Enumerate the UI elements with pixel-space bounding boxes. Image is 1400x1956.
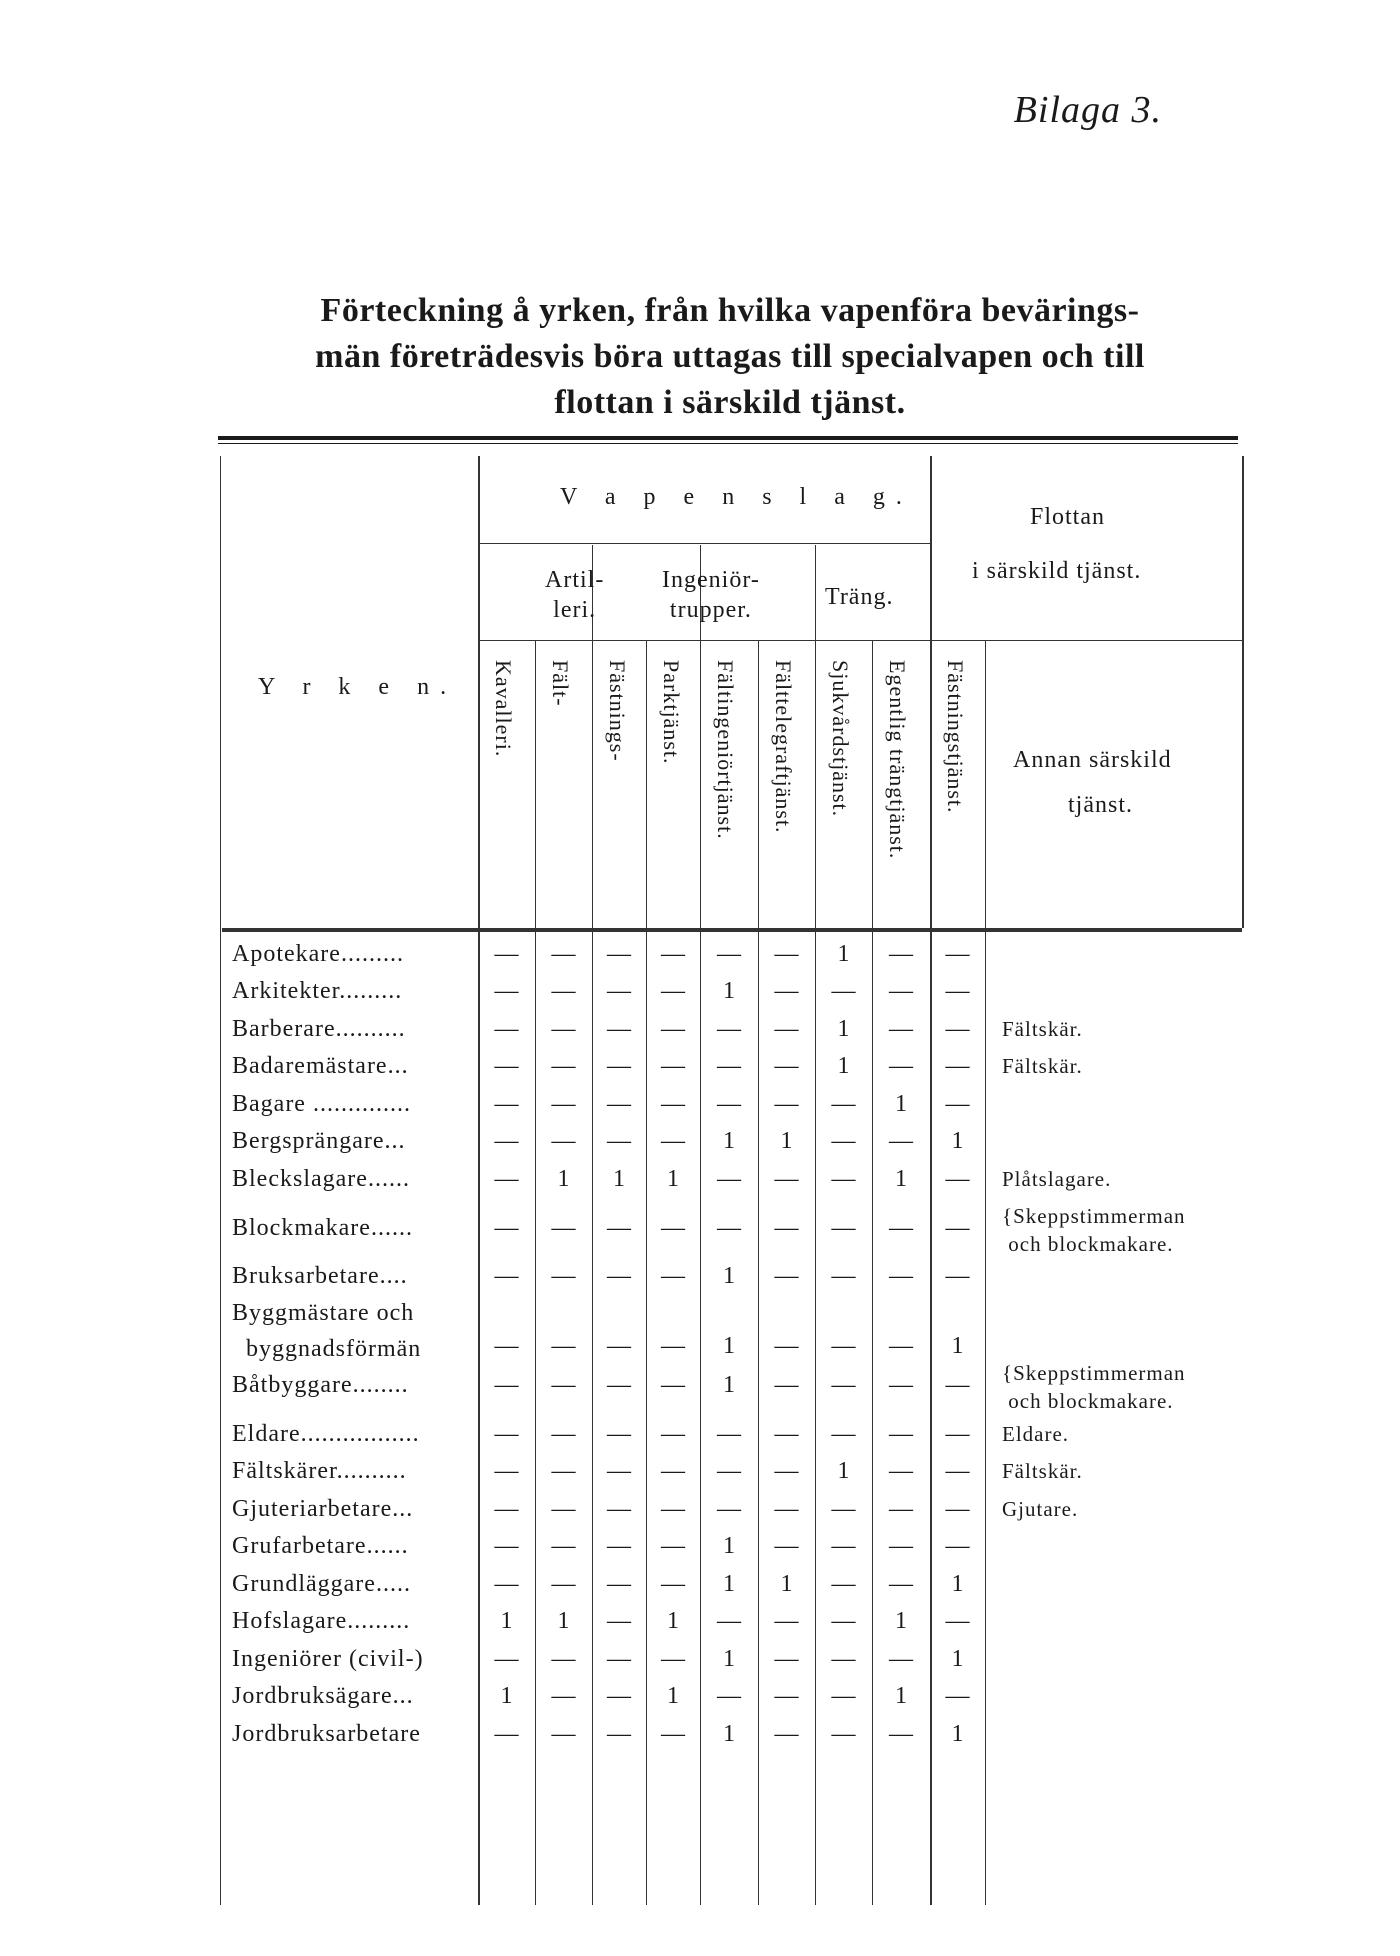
table-row-name: Blockmakare...... — [232, 1214, 413, 1241]
subheader-artilleri: Artil- leri. — [545, 567, 605, 623]
table-cell: — — [661, 1533, 685, 1560]
table-cell: — — [494, 1645, 519, 1672]
column-rule — [815, 545, 816, 640]
table-cell: 1 — [951, 1128, 964, 1155]
table-cell: — — [551, 1495, 576, 1522]
table-row-name: Båtbyggare........ — [232, 1372, 409, 1398]
table-cell: — — [551, 1053, 576, 1080]
table-cell: 1 — [780, 1128, 793, 1155]
table-cell: — — [551, 1128, 576, 1155]
table-cell: — — [494, 1458, 519, 1485]
column-rule — [1242, 456, 1244, 928]
table-cell: — — [889, 1263, 913, 1290]
table-cell: — — [889, 1645, 913, 1672]
table-cell: 1 — [723, 1645, 735, 1672]
table-cell: — — [661, 978, 685, 1005]
table-cell: — — [661, 1263, 685, 1290]
table-cell: — — [774, 1533, 799, 1560]
col-header-6: Fälttelegraftjänst. — [771, 660, 796, 834]
table-cell: — — [774, 1420, 799, 1447]
table-row-note: {Skeppstimmerman och blockmakare. — [1002, 1361, 1186, 1413]
table-row-note: Fältskär. — [1002, 1459, 1083, 1484]
table-cell: — — [717, 1683, 741, 1710]
table-cell: — — [889, 1053, 913, 1080]
table-cell: — — [607, 1015, 631, 1042]
table-cell: — — [945, 940, 970, 967]
table-cell: — — [774, 1645, 799, 1672]
table-cell: — — [551, 1720, 576, 1747]
table-cell: — — [831, 1533, 856, 1560]
table-row-note: Eldare. — [1002, 1421, 1070, 1446]
col-header-8: Egentlig trängtjänst. — [885, 660, 910, 860]
group-header-vapenslag: V a p e n s l a g. — [560, 484, 913, 510]
subheader-ingenior: Ingeniör- trupper. — [662, 567, 760, 623]
table-row-name: Grufarbetare...... — [232, 1533, 409, 1560]
table-cell: — — [889, 1128, 913, 1155]
table-cell: 1 — [895, 1683, 907, 1710]
table-cell: — — [945, 1420, 970, 1447]
table-row-note: Gjutare. — [1002, 1496, 1079, 1521]
table-cell: — — [661, 1214, 685, 1241]
table-cell: — — [717, 1458, 741, 1485]
table-cell: — — [831, 1214, 856, 1241]
table-cell: — — [889, 1333, 913, 1359]
table-cell: 1 — [723, 1720, 735, 1747]
table-cell: 1 — [667, 1683, 679, 1710]
table-cell: 1 — [723, 1128, 735, 1155]
table-cell: — — [945, 1372, 970, 1398]
table-cell: — — [717, 1015, 741, 1042]
group-header-flottan: Flottan — [1030, 504, 1106, 530]
table-cell: — — [717, 1608, 741, 1635]
table-cell: — — [831, 1263, 856, 1290]
table-cell: — — [945, 1683, 970, 1710]
table-cell: — — [889, 940, 913, 967]
table-cell: — — [831, 1645, 856, 1672]
table-row-name: Bergsprängare... — [232, 1128, 406, 1155]
column-rule — [872, 640, 873, 1905]
table-cell: — — [889, 1533, 913, 1560]
table-cell: — — [889, 1420, 913, 1447]
table-cell: — — [774, 1053, 799, 1080]
table-cell: — — [831, 1720, 856, 1747]
column-rule — [815, 640, 816, 1905]
table-cell: — — [774, 1720, 799, 1747]
table-cell: — — [551, 1533, 576, 1560]
table-cell: — — [889, 1015, 913, 1042]
table-cell: — — [607, 940, 631, 967]
table-cell: — — [607, 1570, 631, 1597]
table-cell: — — [774, 1263, 799, 1290]
table-cell: — — [889, 1720, 913, 1747]
table-row-name: Eldare................. — [232, 1420, 420, 1447]
table-cell: — — [945, 1165, 970, 1192]
col-header-9: Fästningstjänst. — [943, 660, 968, 814]
table-cell: — — [717, 1214, 741, 1241]
table-cell: — — [889, 1495, 913, 1522]
table-cell: — — [551, 1458, 576, 1485]
table-cell: 1 — [723, 1372, 735, 1398]
table-cell: — — [945, 1015, 970, 1042]
table-cell: — — [494, 1128, 519, 1155]
table-cell: — — [774, 1372, 799, 1398]
table-cell: — — [494, 940, 519, 967]
table-cell: 1 — [723, 1570, 735, 1597]
table-cell: — — [607, 1533, 631, 1560]
table-cell: 1 — [557, 1608, 570, 1635]
subheader-trang: Träng. — [825, 584, 894, 610]
table-cell: 1 — [837, 1053, 850, 1080]
table-cell: — — [607, 978, 631, 1005]
table-row-note: {Skeppstimmerman och blockmakare. — [1002, 1203, 1186, 1256]
table-row-name: Bruksarbetare.... — [232, 1263, 408, 1290]
table-cell: — — [551, 1372, 576, 1398]
table-cell: 1 — [723, 978, 735, 1005]
table-row-name: Arkitekter......... — [232, 978, 403, 1005]
table-cell: — — [831, 1420, 856, 1447]
document-title — [205, 288, 1255, 426]
table-cell: — — [494, 1053, 519, 1080]
table-cell: — — [551, 1645, 576, 1672]
table-cell: — — [945, 1608, 970, 1635]
table-cell: — — [831, 1683, 856, 1710]
table-cell: 1 — [500, 1683, 513, 1710]
column-rule — [646, 640, 647, 1905]
table-cell: — — [945, 1263, 970, 1290]
table-cell: — — [494, 1333, 519, 1359]
table-cell: — — [661, 1495, 685, 1522]
col-header-5: Fältingeniörtjänst. — [713, 660, 738, 840]
table-row-name: Grundläggare..... — [232, 1570, 411, 1597]
table-cell: 1 — [895, 1608, 907, 1635]
title-line-3: flottan i särskild tjänst. — [554, 384, 906, 421]
table-row-name: Jordbruksägare... — [232, 1683, 414, 1710]
table-cell: — — [717, 1495, 741, 1522]
top-rule-thin — [218, 443, 1238, 444]
table-cell: — — [661, 1458, 685, 1485]
table-cell: — — [494, 1015, 519, 1042]
table-cell: — — [607, 1263, 631, 1290]
table-cell: — — [494, 1214, 519, 1241]
table-cell: — — [661, 1015, 685, 1042]
table-row-note: Plåtslagare. — [1002, 1166, 1112, 1191]
table-cell: — — [551, 1683, 576, 1710]
table-cell: — — [494, 1263, 519, 1290]
table-cell: — — [774, 1495, 799, 1522]
col-header-4: Parktjänst. — [659, 660, 684, 765]
table-cell: — — [774, 1090, 799, 1117]
table-cell: — — [494, 1090, 519, 1117]
table-cell: — — [945, 1458, 970, 1485]
table-cell: 1 — [500, 1608, 513, 1635]
table-cell: — — [889, 1458, 913, 1485]
table-cell: 1 — [723, 1533, 735, 1560]
column-rule — [220, 456, 221, 1905]
table-cell: — — [889, 1214, 913, 1241]
table-row-name: Badaremästare... — [232, 1053, 409, 1080]
table-cell: 1 — [723, 1263, 735, 1290]
table-cell: — — [661, 1570, 685, 1597]
table-row-name: Barberare.......... — [232, 1015, 406, 1042]
table-cell: — — [774, 1458, 799, 1485]
table-cell: — — [607, 1420, 631, 1447]
table-cell: — — [831, 1372, 856, 1398]
table-cell: — — [551, 1570, 576, 1597]
col-header-2: Fält- — [548, 660, 573, 707]
table-cell: — — [831, 1570, 856, 1597]
table-cell: — — [774, 1214, 799, 1241]
column-rule — [700, 640, 701, 1905]
column-rule — [592, 640, 593, 1905]
table-cell: — — [945, 1053, 970, 1080]
table-cell: 1 — [667, 1608, 679, 1635]
table-cell: — — [494, 1533, 519, 1560]
table-cell: — — [661, 1090, 685, 1117]
table-row-name: Bleckslagare...... — [232, 1165, 410, 1192]
table-row-name: Ingeniörer (civil-) — [232, 1645, 424, 1672]
column-rule — [985, 640, 986, 1905]
table-cell: — — [831, 1128, 856, 1155]
table-cell: — — [494, 1720, 519, 1747]
table-cell: — — [774, 978, 799, 1005]
table-cell: — — [551, 940, 576, 967]
table-cell: — — [945, 1214, 970, 1241]
col-header-1: Kavalleri. — [491, 660, 516, 758]
table-cell: — — [945, 1533, 970, 1560]
table-cell: — — [551, 1333, 576, 1359]
table-row-name: Bagare .............. — [232, 1090, 411, 1117]
table-cell: — — [889, 978, 913, 1005]
table-cell: — — [889, 1372, 913, 1398]
table-cell: — — [494, 1420, 519, 1447]
table-cell: 1 — [613, 1165, 625, 1192]
title-line-1: Förteckning å yrken, från hvilka vapenföra bevärings- — [320, 292, 1140, 329]
table-cell: — — [774, 1015, 799, 1042]
table-cell: — — [494, 1495, 519, 1522]
table-row-name: Fältskärer.......... — [232, 1458, 407, 1485]
table-cell: — — [661, 1333, 685, 1359]
table-cell: — — [551, 1420, 576, 1447]
header-bottom-rule — [222, 928, 1242, 932]
column-rule — [758, 640, 759, 1905]
table-cell: — — [494, 1372, 519, 1398]
table-row-note: Fältskär. — [1002, 1054, 1083, 1079]
bilaga-label: Bilaga 3. — [1013, 89, 1162, 131]
top-rule-thick — [218, 436, 1238, 440]
table-cell: — — [551, 978, 576, 1005]
col-header-annan: Annan särskild — [1013, 747, 1172, 773]
table-cell: — — [661, 1128, 685, 1155]
table-cell: — — [661, 1053, 685, 1080]
table-cell: — — [774, 940, 799, 967]
table-cell: — — [661, 940, 685, 967]
table-cell: 1 — [951, 1570, 964, 1597]
table-cell: 1 — [837, 1458, 850, 1485]
table-cell: — — [607, 1645, 631, 1672]
table-cell: — — [661, 1372, 685, 1398]
column-rule — [478, 456, 480, 1905]
table-cell: — — [551, 1214, 576, 1241]
table-cell: — — [494, 978, 519, 1005]
table-cell: — — [717, 1420, 741, 1447]
table-cell: — — [551, 1015, 576, 1042]
table-cell: — — [774, 1165, 799, 1192]
table-row-name: Byggmästare och byggnadsförmän — [232, 1300, 422, 1362]
table-cell: 1 — [837, 1015, 850, 1042]
table-cell: — — [494, 1165, 519, 1192]
table-cell: — — [607, 1720, 631, 1747]
table-cell: — — [661, 1720, 685, 1747]
table-cell: — — [831, 1165, 856, 1192]
table-cell: — — [945, 978, 970, 1005]
table-cell: — — [774, 1608, 799, 1635]
table-cell: 1 — [895, 1090, 907, 1117]
col-header-annan-2: tjänst. — [1068, 792, 1133, 818]
table-row-name: Apotekare......... — [232, 940, 404, 967]
table-cell: — — [661, 1420, 685, 1447]
table-cell: — — [774, 1333, 799, 1359]
table-cell: — — [607, 1683, 631, 1710]
header-rule — [478, 543, 932, 544]
table-cell: 1 — [837, 940, 850, 967]
table-cell: — — [831, 1333, 856, 1359]
table-cell: — — [945, 1090, 970, 1117]
table-cell: — — [607, 1128, 631, 1155]
table-cell: — — [717, 1165, 741, 1192]
col-header-3: Fästnings- — [605, 660, 630, 762]
table-cell: — — [607, 1214, 631, 1241]
title-line-2: män företrädesvis böra uttagas till specialvapen och till — [315, 338, 1145, 375]
table-row-name: Gjuteriarbetare... — [232, 1495, 414, 1522]
table-cell: — — [831, 1608, 856, 1635]
table-cell: — — [717, 1090, 741, 1117]
table-cell: — — [551, 1263, 576, 1290]
table-cell: — — [607, 1495, 631, 1522]
table-cell: — — [945, 1495, 970, 1522]
table-cell: — — [717, 940, 741, 967]
table-cell: 1 — [951, 1333, 964, 1359]
table-cell: — — [831, 1090, 856, 1117]
table-cell: — — [831, 1495, 856, 1522]
table-row-name: Jordbruksarbetare — [232, 1720, 421, 1747]
table-cell: — — [661, 1645, 685, 1672]
table-cell: — — [717, 1053, 741, 1080]
table-cell: 1 — [723, 1333, 735, 1359]
table-cell: — — [607, 1458, 631, 1485]
table-cell: — — [607, 1090, 631, 1117]
header-rule — [932, 640, 1242, 641]
group-header-flottan-2: i särskild tjänst. — [972, 558, 1142, 584]
table-cell: 1 — [951, 1720, 964, 1747]
column-rule — [535, 640, 536, 1905]
table-cell: — — [551, 1090, 576, 1117]
col-header-yrken: Y r k e n. — [258, 674, 458, 700]
table-cell: — — [607, 1608, 631, 1635]
table-cell: — — [774, 1683, 799, 1710]
table-cell: — — [607, 1372, 631, 1398]
table-cell: — — [607, 1333, 631, 1359]
table-row-name: Hofslagare......... — [232, 1608, 411, 1635]
table-cell: 1 — [667, 1165, 679, 1192]
col-header-7: Sjukvårdstjänst. — [828, 660, 853, 818]
table-cell: 1 — [780, 1570, 793, 1597]
table-cell: — — [831, 978, 856, 1005]
table-cell: — — [607, 1053, 631, 1080]
table-cell: 1 — [951, 1645, 964, 1672]
table-cell: — — [494, 1570, 519, 1597]
table-cell: 1 — [895, 1165, 907, 1192]
table-row-note: Fältskär. — [1002, 1016, 1083, 1041]
table-cell: — — [889, 1570, 913, 1597]
table-cell: 1 — [557, 1165, 570, 1192]
